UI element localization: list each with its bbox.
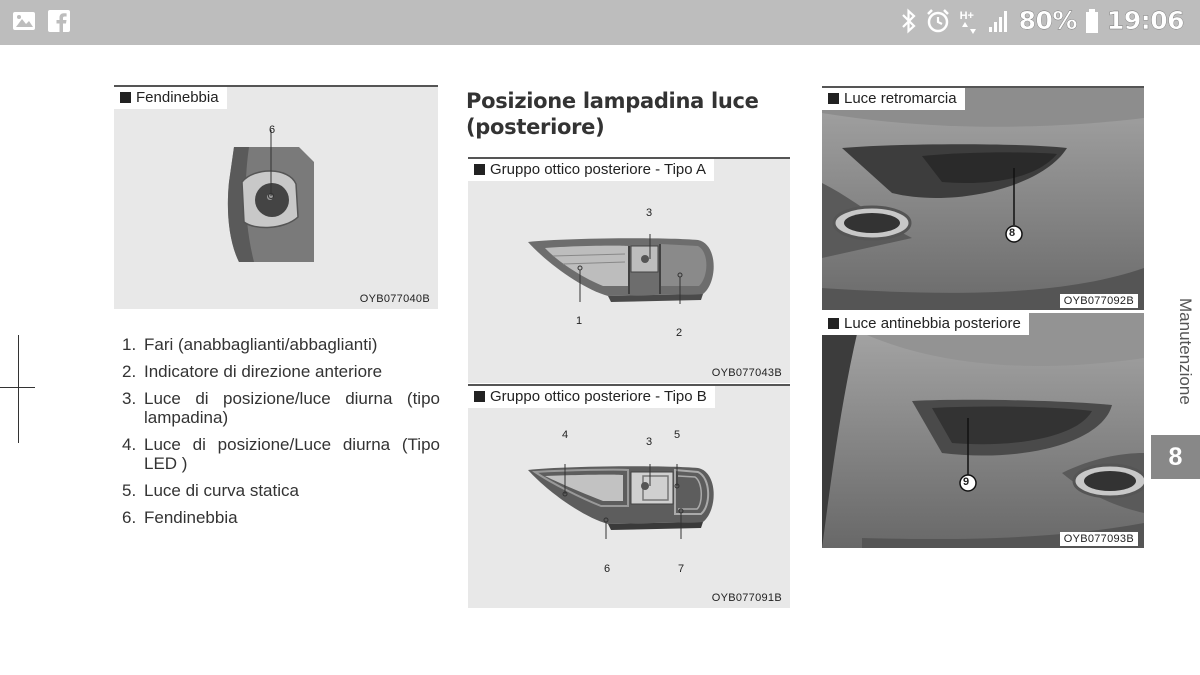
status-bar: [0, 0, 1200, 45]
facebook-icon: [48, 10, 70, 32]
figure-caption: Luce retromarcia: [822, 88, 965, 110]
section-title-line: Posizione lampadina luce: [466, 89, 759, 113]
callout-3: 3: [646, 436, 653, 448]
bluetooth-icon: [901, 8, 917, 34]
figure-rear-fog-light: [822, 313, 1144, 548]
bulb-list: [122, 335, 440, 535]
reverse-light-photo: [822, 88, 1144, 310]
callout-9: 9: [963, 476, 970, 488]
crop-mark: [18, 335, 19, 443]
figure-reverse-light: [822, 86, 1144, 310]
clock: 19:06: [1106, 6, 1184, 35]
rear-fog-photo: [822, 313, 1144, 548]
figure-code: OYB077091B: [711, 592, 782, 604]
battery-icon: [1085, 8, 1099, 34]
callout-7: 7: [678, 563, 685, 575]
section-title-line: (posteriore): [466, 115, 605, 139]
list-item: 4. Luce di posizione/Luce diurna (Tipo LED ): [122, 435, 440, 473]
manual-page: [0, 45, 1200, 675]
tail-lamp-a-illustration: [523, 234, 718, 314]
section-title: [466, 88, 759, 140]
alarm-icon: [925, 8, 951, 34]
network-type-icon: [959, 8, 979, 34]
callout-6: 6: [604, 563, 611, 575]
figure-code: OYB077043B: [711, 367, 782, 379]
figure-rear-combination-type-b: [468, 384, 790, 608]
gallery-icon: [12, 10, 36, 32]
figure-rear-combination-type-a: [468, 157, 790, 383]
chapter-tab: 8: [1151, 435, 1200, 479]
battery-percentage: 80%: [1018, 6, 1077, 35]
figure-code: OYB077092B: [1060, 294, 1138, 308]
callout-6: 6: [269, 124, 276, 136]
figure-caption: Gruppo ottico posteriore - Tipo B: [468, 386, 715, 408]
chapter-side-label: Manutenzione: [1176, 298, 1195, 405]
list-item: 5. Luce di curva statica: [122, 481, 299, 500]
callout-1: 1: [576, 315, 583, 327]
figure-fog-lamp: [114, 85, 438, 309]
list-item: 1. Fari (anabbaglianti/abbaglianti): [122, 335, 378, 354]
signal-icon: [987, 9, 1011, 33]
list-item: 6. Fendinebbia: [122, 508, 238, 527]
callout-4: 4: [562, 429, 569, 441]
callout-5: 5: [674, 429, 681, 441]
tail-lamp-b-illustration: [523, 464, 718, 539]
fog-lamp-illustration: [214, 122, 324, 262]
callout-3: 3: [646, 207, 653, 219]
network-type-label: H+: [959, 9, 974, 22]
figure-caption: Gruppo ottico posteriore - Tipo A: [468, 159, 714, 181]
figure-caption: Fendinebbia: [114, 87, 227, 109]
figure-code: OYB077040B: [359, 293, 430, 305]
list-item: 2. Indicatore di direzione anteriore: [122, 362, 383, 381]
figure-code: OYB077093B: [1060, 532, 1138, 546]
crop-mark: [0, 387, 35, 388]
callout-2: 2: [676, 327, 683, 339]
callout-8: 8: [1009, 227, 1016, 239]
figure-caption: Luce antinebbia posteriore: [822, 313, 1029, 335]
list-item: 3. Luce di posizione/luce diurna (tipo lampadina): [122, 389, 440, 427]
